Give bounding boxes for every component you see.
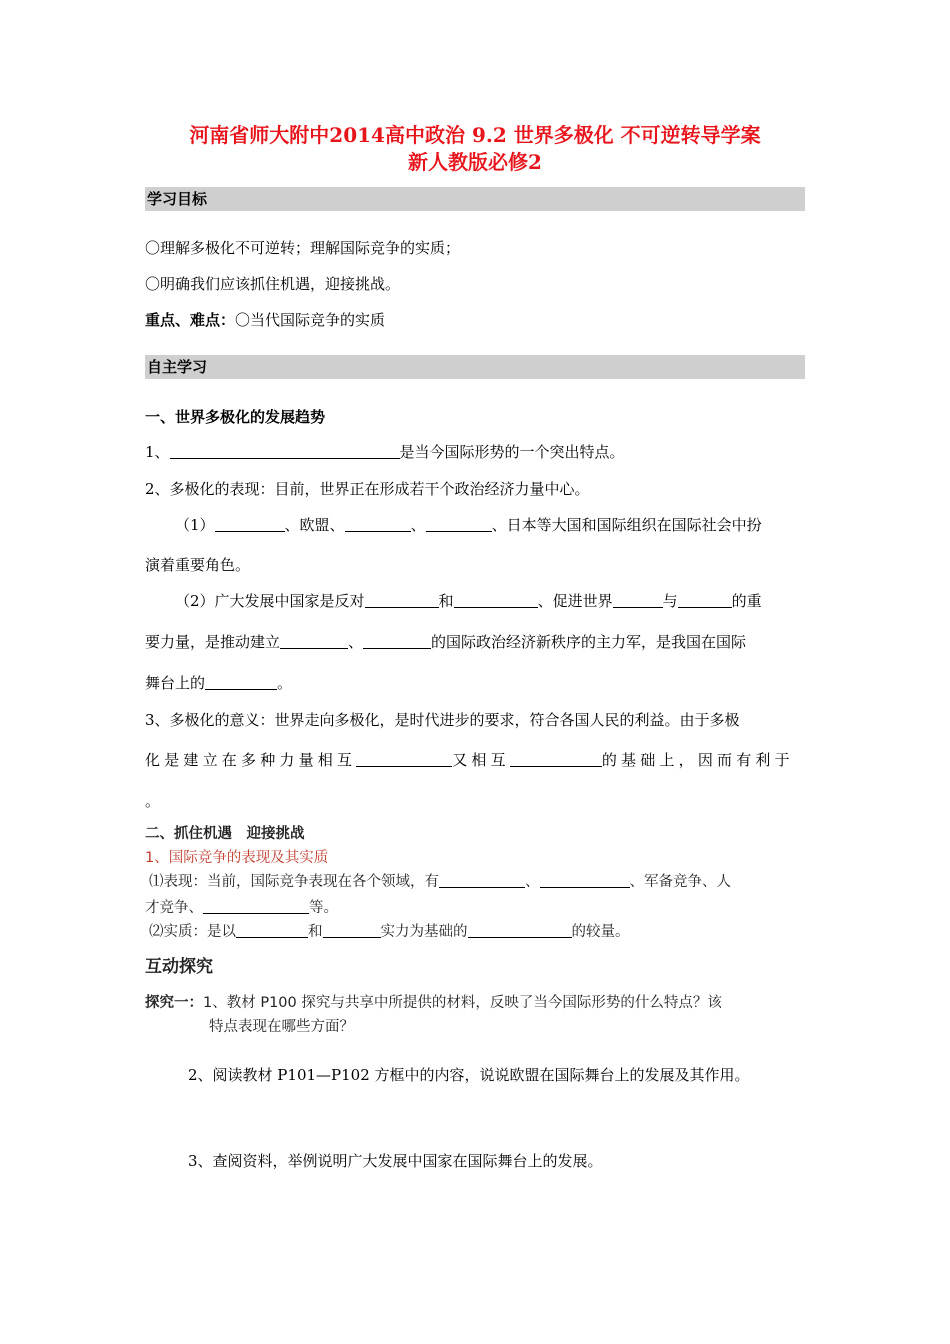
q1-text: 是当今国际形势的一个突出特点。 xyxy=(399,443,625,461)
fill-blank[interactable] xyxy=(540,871,630,888)
q2-1-text: 、 xyxy=(410,516,426,534)
explore-1-text: 1、教材 P100 探究与共享中所提供的材料，反映了当今国际形势的什么特点？该 xyxy=(203,995,722,1011)
q2-2-text: 、促进世界 xyxy=(537,592,613,610)
fill-blank[interactable] xyxy=(510,750,602,767)
fill-blank[interactable] xyxy=(678,591,732,608)
q2-2-text: 的国际政治经济新秩序的主力军，是我国在国际 xyxy=(431,633,747,651)
question-3-line3: 。 xyxy=(145,792,161,810)
question-2-2-line2 xyxy=(145,631,805,653)
p1-text: 、军备竞争、人 xyxy=(629,874,731,890)
q2-2-text: 和 xyxy=(438,592,454,610)
explore-1 xyxy=(145,992,805,1014)
doc-title-line2: 新人教版必修2 xyxy=(408,150,542,174)
question-3: 3、多极化的意义：世界走向多极化，是时代进步的要求，符合各国人民的利益。由于多极 xyxy=(145,711,740,729)
explore-2: 2、阅读教材 P101—P102 方框中的内容，说说欧盟在国际舞台上的发展及其作用。 xyxy=(188,1066,750,1084)
section-header-interactive: 互动探究 xyxy=(145,957,213,977)
question-2-1-cont: 演着重要角色。 xyxy=(145,556,251,574)
q2-2-text: 舞台上的 xyxy=(145,674,206,692)
q3-text: 的基础上，因而有利于 xyxy=(601,751,794,769)
fill-blank[interactable] xyxy=(363,632,431,649)
fill-blank[interactable] xyxy=(170,442,400,459)
q2-2-text: （2）广大发展中国家是反对 xyxy=(175,592,365,610)
part2-sub1: 1、国际竞争的表现及其实质 xyxy=(145,850,329,866)
fill-blank[interactable] xyxy=(426,515,492,532)
key-points-label: 重点、难点： xyxy=(145,311,236,329)
fill-blank[interactable] xyxy=(280,632,348,649)
goal-item-1: 〇理解多极化不可逆转；理解国际竞争的实质； xyxy=(145,239,461,257)
q2-2-text: 要力量，是推动建立 xyxy=(145,633,281,651)
p2-text: 的较量。 xyxy=(571,924,630,940)
fill-blank[interactable] xyxy=(203,897,309,914)
section-header-goals: 学习目标 xyxy=(145,187,805,211)
q2-2-text: 、 xyxy=(348,633,364,651)
fill-blank[interactable] xyxy=(468,921,572,938)
q1-number: 1、 xyxy=(145,443,170,461)
question-3-line2 xyxy=(145,749,805,771)
q3-text: 化是建立在多种力量相互 xyxy=(145,751,357,769)
q2-1-number: （1） xyxy=(175,516,215,534)
q2-2-text: 。 xyxy=(277,674,293,692)
fill-blank[interactable] xyxy=(205,673,277,690)
question-2-1 xyxy=(175,514,835,536)
question-2-2-line3 xyxy=(145,672,805,694)
p1-text: 才竞争、 xyxy=(145,900,203,916)
part2-point1-cont xyxy=(145,897,805,919)
p1-text: ⑴表现：当前，国际竞争表现在各个领域，有 xyxy=(149,874,439,890)
p1-text: 等。 xyxy=(309,900,338,916)
part2-point1 xyxy=(149,871,809,893)
explore-1-label: 探究一： xyxy=(145,995,203,1011)
key-points xyxy=(145,309,805,331)
p2-text: 实力为基础的 xyxy=(380,924,468,940)
part1-heading: 一、世界多极化的发展趋势 xyxy=(145,408,326,426)
fill-blank[interactable] xyxy=(215,515,285,532)
question-1 xyxy=(145,441,805,463)
p1-text: 、 xyxy=(525,874,540,890)
doc-title-line1: 河南省师大附中2014高中政治 9.2 世界多极化 不可逆转导学案 xyxy=(189,123,761,147)
p2-text: ⑵实质：是以 xyxy=(149,924,236,940)
part2-heading: 二、抓住机遇 迎接挑战 xyxy=(145,826,305,842)
q2-1-text: 、欧盟、 xyxy=(284,516,345,534)
fill-blank[interactable] xyxy=(323,921,381,938)
question-2: 2、多极化的表现：目前，世界正在形成若干个政治经济力量中心。 xyxy=(145,480,590,498)
goal-item-2: 〇明确我们应该抓住机遇，迎接挑战。 xyxy=(145,275,401,293)
fill-blank[interactable] xyxy=(454,591,538,608)
fill-blank[interactable] xyxy=(439,871,525,888)
fill-blank[interactable] xyxy=(236,921,308,938)
fill-blank[interactable] xyxy=(345,515,411,532)
p2-text: 和 xyxy=(308,924,323,940)
question-2-2 xyxy=(175,590,835,612)
explore-3: 3、查阅资料，举例说明广大发展中国家在国际舞台上的发展。 xyxy=(188,1152,603,1170)
part2-point2 xyxy=(149,921,809,943)
q2-2-text: 的重 xyxy=(731,592,762,610)
key-points-text: 〇当代国际竞争的实质 xyxy=(235,311,386,329)
q2-1-text: 、日本等大国和国际组织在国际社会中扮 xyxy=(491,516,762,534)
part2-subheading xyxy=(145,847,805,869)
section-header-self-study: 自主学习 xyxy=(145,355,805,379)
explore-1-cont: 特点表现在哪些方面？ xyxy=(209,1019,354,1035)
fill-blank[interactable] xyxy=(613,591,663,608)
fill-blank[interactable] xyxy=(365,591,439,608)
fill-blank[interactable] xyxy=(356,750,452,767)
q3-text: 又相互 xyxy=(452,751,510,769)
q2-2-text: 与 xyxy=(662,592,678,610)
